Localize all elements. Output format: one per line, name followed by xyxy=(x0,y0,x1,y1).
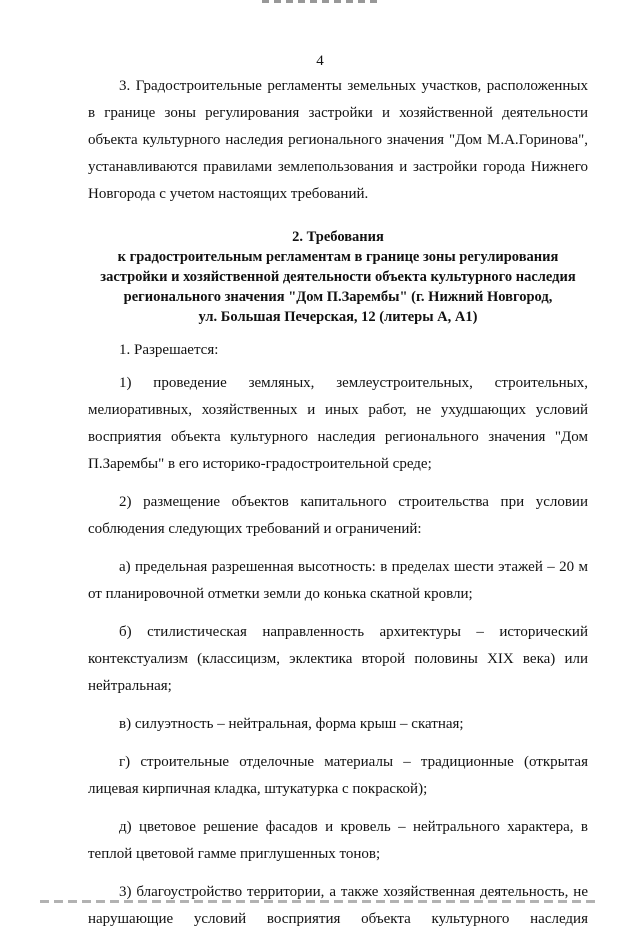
item-1-paragraph: 1) проведение земляных, землеустроительных, строительных, мелиоративных, хозяйственных и иных работ, не ухудшающих условий восприятия объекта культурного наследия регионального значения "Дом П.Зарембы" в его историко-градостроительной среде; xyxy=(88,375,588,472)
allowed-paragraph: 1. Разрешается: xyxy=(119,342,219,358)
item-2b-paragraph: б) стилистическая направленность архитектуры – исторический контекстуализм (классицизм, эклектика второй половины XIX века) или нейтральная; xyxy=(88,624,588,694)
scan-artifact-bottom xyxy=(40,900,600,903)
item-2a-paragraph: а) предельная разрешенная высотность: в пределах шести этажей – 20 м от планировочной отметки земли до конька скатной кровли; xyxy=(88,559,588,602)
section-heading-line: регионального значения "Дом П.Зарембы" (г. Нижний Новгород, xyxy=(123,289,553,305)
item-2d-paragraph: г) строительные отделочные материалы – традиционные (открытая лицевая кирпичная кладка, штукатурка с покраской); xyxy=(88,754,588,797)
section-heading xyxy=(88,227,588,327)
section-heading-line: ул. Большая Печерская, 12 (литеры А, А1) xyxy=(198,309,478,325)
item-2c-paragraph: в) силуэтность – нейтральная, форма крыш – скатная; xyxy=(119,716,464,732)
item-2-paragraph: 2) размещение объектов капитального строительства при условии соблюдения следующих требований и ограничений: xyxy=(88,494,588,537)
document-body xyxy=(88,73,588,933)
section-heading-line: застройки и хозяйственной деятельности объекта культурного наследия xyxy=(100,269,576,285)
section-heading-line: 2. Требования xyxy=(292,229,384,245)
intro-paragraph: 3. Градостроительные регламенты земельных участков, расположенных в границе зоны регулирования застройки и хозяйственной деятельности объекта культурного наследия регионального значения "Дом М.А.Горинова", устанавливаются правилами землепользования и застройки города Нижнего Новгорода с учетом настоящих требований. xyxy=(88,78,588,202)
scan-artifact-top xyxy=(262,0,382,3)
section-heading-line: к градостроительным регламентам в границе зоны регулирования xyxy=(117,249,559,265)
item-2e-paragraph: д) цветовое решение фасадов и кровель – нейтрального характера, в теплой цветовой гамме приглушенных тонов; xyxy=(88,819,588,862)
page-number: 4 xyxy=(316,53,324,69)
item-3-paragraph: 3) благоустройство территории, а также хозяйственная деятельность, не нарушающие условий восприятия объекта культурного наследия xyxy=(88,884,588,927)
